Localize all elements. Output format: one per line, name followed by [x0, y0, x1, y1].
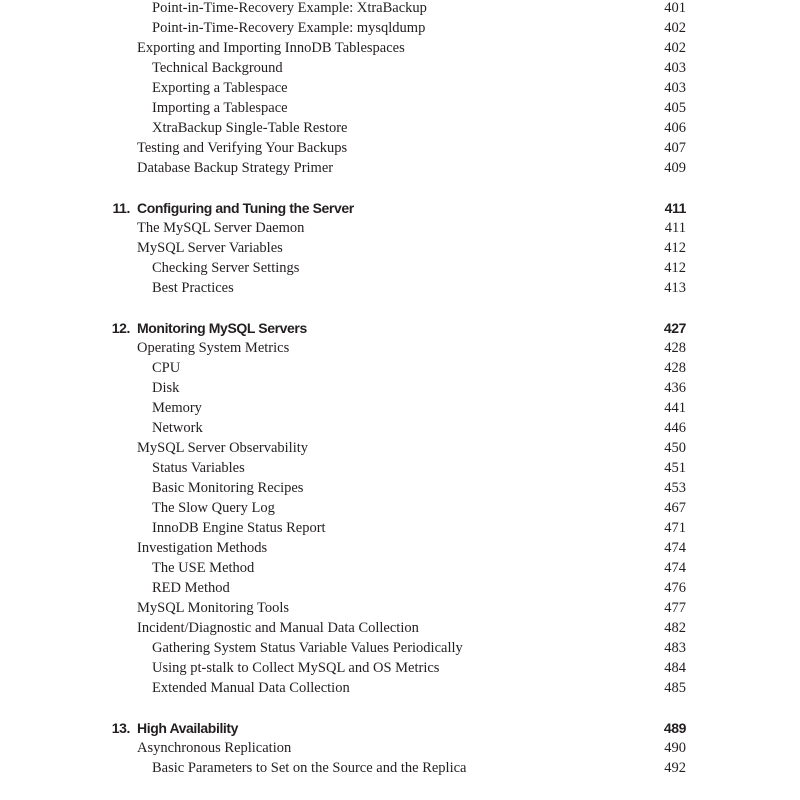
entry-title: Asynchronous Replication	[137, 740, 292, 756]
page-number: 401	[664, 0, 686, 16]
toc-entry-row[interactable]	[108, 378, 686, 398]
toc-entry-row[interactable]	[108, 98, 686, 118]
toc-entry-row[interactable]	[108, 218, 686, 238]
page-number: 485	[664, 680, 686, 696]
toc-entry-row[interactable]	[108, 278, 686, 298]
page-number: 428	[664, 340, 686, 356]
page-number: 405	[664, 100, 686, 116]
toc-entry-row[interactable]	[108, 498, 686, 518]
toc-entry-row[interactable]	[108, 558, 686, 578]
entry-title: Network	[152, 420, 203, 436]
entry-title: Checking Server Settings	[152, 260, 300, 276]
entry-title: Importing a Tablespace	[152, 100, 288, 116]
page-number: 413	[664, 280, 686, 296]
entry-title: Basic Monitoring Recipes	[152, 480, 304, 496]
entry-title: Testing and Verifying Your Backups	[137, 140, 348, 156]
page-number: 483	[664, 640, 686, 656]
page-number: 492	[664, 760, 686, 776]
entry-title: The MySQL Server Daemon	[137, 220, 305, 236]
page-number: 411	[664, 200, 686, 216]
toc-entry-row[interactable]	[108, 518, 686, 538]
entry-title: Operating System Metrics	[137, 340, 290, 356]
page-number: 474	[664, 560, 686, 576]
page-number: 467	[664, 500, 686, 516]
page-number: 477	[664, 600, 686, 616]
toc-entry-row[interactable]	[108, 38, 686, 58]
entry-title: The Slow Query Log	[152, 500, 275, 516]
toc-entry-row[interactable]	[108, 118, 686, 138]
toc-entry-row[interactable]	[108, 618, 686, 638]
page-number: 411	[664, 220, 686, 236]
toc-chapter-row[interactable]	[108, 718, 686, 738]
toc-entry-row[interactable]	[108, 418, 686, 438]
page-number: 450	[664, 440, 686, 456]
page-number: 403	[664, 60, 686, 76]
page-number: 471	[664, 520, 686, 536]
toc-entry-row[interactable]	[108, 58, 686, 78]
entry-title: Exporting and Importing InnoDB Tablespaces	[137, 40, 405, 56]
dot-leader	[242, 718, 656, 738]
page-number: 436	[664, 380, 686, 396]
page-number: 490	[664, 740, 686, 756]
page-number: 446	[664, 420, 686, 436]
toc-entry-row[interactable]	[108, 538, 686, 558]
page-number: 427	[663, 320, 686, 336]
entry-title: RED Method	[152, 580, 230, 596]
entry-title: Incident/Diagnostic and Manual Data Collection	[137, 620, 419, 636]
entry-title: Technical Background	[152, 60, 283, 76]
entry-title: Exporting a Tablespace	[152, 80, 288, 96]
toc-entry-row[interactable]	[108, 638, 686, 658]
page-number: 476	[664, 580, 686, 596]
toc-entry-row[interactable]	[108, 738, 686, 758]
toc-entry-row[interactable]	[108, 658, 686, 678]
page-number: 402	[664, 40, 686, 56]
entry-title: CPU	[152, 360, 181, 376]
entry-title: MySQL Monitoring Tools	[137, 600, 290, 616]
toc-entry-row[interactable]	[108, 458, 686, 478]
entry-title: InnoDB Engine Status Report	[152, 520, 326, 536]
toc-chapter-row[interactable]	[108, 198, 686, 218]
entry-title: Memory	[152, 400, 202, 416]
page-number: 402	[664, 20, 686, 36]
toc-entry-row[interactable]	[108, 678, 686, 698]
toc-entry-row[interactable]	[108, 438, 686, 458]
page-number: 474	[664, 540, 686, 556]
entry-title: Point-in-Time-Recovery Example: XtraBackup	[152, 0, 427, 16]
chapter-number: 13.	[111, 720, 130, 736]
entry-title: Investigation Methods	[137, 540, 268, 556]
page-number: 428	[664, 360, 686, 376]
page-number: 403	[664, 80, 686, 96]
page-number: 412	[664, 260, 686, 276]
entry-title: Point-in-Time-Recovery Example: mysqldump	[152, 20, 426, 36]
toc-entry-row[interactable]	[108, 18, 686, 38]
page-number: 484	[664, 660, 686, 676]
chapter-number: 12.	[111, 320, 130, 336]
dot-leader	[311, 318, 656, 338]
page-number: 406	[664, 120, 686, 136]
toc-entry-row[interactable]	[108, 258, 686, 278]
toc-entry-row[interactable]	[108, 758, 686, 778]
page-number: 451	[664, 460, 686, 476]
toc-chapter-row[interactable]	[108, 318, 686, 338]
toc-entry-row[interactable]	[108, 78, 686, 98]
page-number: 412	[664, 240, 686, 256]
toc-entry-row[interactable]	[108, 398, 686, 418]
entry-title: Disk	[152, 380, 180, 396]
entry-title: Best Practices	[152, 280, 234, 296]
chapter-title: Monitoring MySQL Servers	[137, 320, 307, 336]
toc-entry-row[interactable]	[108, 478, 686, 498]
page-number: 407	[664, 140, 686, 156]
page-number: 489	[663, 720, 686, 736]
page-number: 453	[664, 480, 686, 496]
toc-entry-row[interactable]	[108, 138, 686, 158]
page-number: 482	[664, 620, 686, 636]
entry-title: XtraBackup Single-Table Restore	[152, 120, 348, 136]
entry-title: MySQL Server Observability	[137, 440, 309, 456]
chapter-title: High Availability	[137, 720, 239, 736]
toc-entry-row[interactable]	[108, 158, 686, 178]
entry-title: MySQL Server Variables	[137, 240, 283, 256]
chapter-title: Configuring and Tuning the Server	[137, 200, 354, 216]
toc-entry-row[interactable]	[108, 0, 686, 18]
entry-title: The USE Method	[152, 560, 255, 576]
chapter-number: 11.	[112, 200, 130, 216]
toc-entry-row[interactable]	[108, 338, 686, 358]
dot-leader	[358, 198, 656, 218]
toc-entry-row[interactable]	[108, 238, 686, 258]
page-number: 441	[664, 400, 686, 416]
entry-title: Extended Manual Data Collection	[152, 680, 350, 696]
entry-title: Status Variables	[152, 460, 245, 476]
toc-entry-row[interactable]	[108, 598, 686, 618]
entry-title: Gathering System Status Variable Values Periodically	[152, 640, 463, 656]
entry-title: Using pt-stalk to Collect MySQL and OS Metrics	[152, 660, 440, 676]
page-number: 409	[664, 160, 686, 176]
toc-entry-row[interactable]	[108, 578, 686, 598]
entry-title: Basic Parameters to Set on the Source and the Replica	[152, 760, 467, 776]
entry-title: Database Backup Strategy Primer	[137, 160, 334, 176]
toc-entry-row[interactable]	[108, 358, 686, 378]
